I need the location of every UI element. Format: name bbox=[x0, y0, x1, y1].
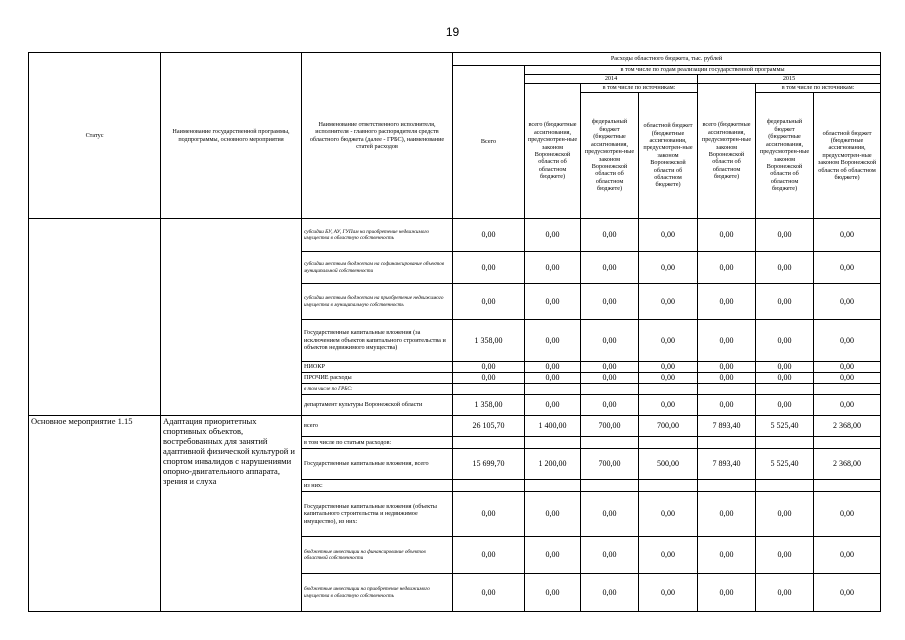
value-cell: 0,00 bbox=[698, 574, 756, 612]
value-cell: 0,00 bbox=[525, 219, 581, 252]
value-cell: 0,00 bbox=[698, 395, 756, 416]
value-cell bbox=[525, 437, 581, 449]
header-2014-sources: в том числе по источникам: bbox=[581, 84, 698, 93]
value-cell: 7 893,40 bbox=[698, 416, 756, 437]
row-label: из них: bbox=[302, 480, 453, 492]
row-label: в том числе по ГРБС: bbox=[302, 384, 453, 395]
value-cell: 1 200,00 bbox=[525, 449, 581, 480]
activity-name: Адаптация приоритетных спортивных объектов, востребованных для занятий адаптивной физической культурой и спортом инвалидов с нарушениями опорно-двигательного аппарата, зрения и слуха bbox=[161, 416, 302, 612]
value-cell bbox=[639, 480, 698, 492]
value-cell: 26 105,70 bbox=[453, 416, 525, 437]
value-cell bbox=[581, 384, 639, 395]
value-cell bbox=[814, 480, 881, 492]
value-cell: 0,00 bbox=[453, 492, 525, 537]
value-cell: 0,00 bbox=[525, 492, 581, 537]
value-cell: 0,00 bbox=[453, 219, 525, 252]
value-cell: 0,00 bbox=[698, 284, 756, 320]
row-label: департамент культуры Воронежской области bbox=[302, 395, 453, 416]
header-2014-federal: федеральный бюджет (бюджетные ассигнования, предусмотрен-ные законом Воронежской области об областном бюджете) bbox=[581, 93, 639, 219]
row-label: всего bbox=[302, 416, 453, 437]
value-cell: 0,00 bbox=[581, 284, 639, 320]
value-cell: 0,00 bbox=[756, 395, 814, 416]
value-cell: 0,00 bbox=[756, 219, 814, 252]
activity-status: Основное мероприятие 1.15 bbox=[29, 416, 161, 612]
header-status: Статус bbox=[29, 53, 161, 219]
value-cell: 0,00 bbox=[814, 373, 881, 384]
value-cell: 0,00 bbox=[581, 219, 639, 252]
value-cell: 0,00 bbox=[581, 320, 639, 362]
value-cell: 0,00 bbox=[639, 492, 698, 537]
value-cell bbox=[698, 384, 756, 395]
value-cell: 0,00 bbox=[814, 492, 881, 537]
value-cell bbox=[756, 437, 814, 449]
row-label: субсидии БУ, АУ, ГУПам на приобретение недвижимого имущества в областную собственность bbox=[302, 219, 453, 252]
value-cell: 0,00 bbox=[756, 373, 814, 384]
table-row bbox=[29, 416, 881, 437]
value-cell: 0,00 bbox=[453, 537, 525, 574]
value-cell: 0,00 bbox=[453, 362, 525, 373]
row-label: бюджетные инвестиции на приобретение недвижимого имущества в областную собственность bbox=[302, 574, 453, 612]
value-cell: 0,00 bbox=[756, 574, 814, 612]
value-cell: 0,00 bbox=[639, 373, 698, 384]
value-cell: 0,00 bbox=[525, 373, 581, 384]
budget-table bbox=[28, 52, 881, 612]
row-label: Государственные капитальные вложения (объекты капитального строительства и недвижимое имущество), из них: bbox=[302, 492, 453, 537]
value-cell: 700,00 bbox=[581, 416, 639, 437]
value-cell: 0,00 bbox=[525, 395, 581, 416]
value-cell: 0,00 bbox=[453, 574, 525, 612]
header-2015-regional: областной бюджет (бюджетные ассигнования, предусмотрен-ные законом Воронежской области об областном бюджете) bbox=[814, 93, 881, 219]
value-cell: 0,00 bbox=[525, 574, 581, 612]
value-cell: 0,00 bbox=[639, 219, 698, 252]
value-cell bbox=[453, 384, 525, 395]
row-label: Государственные капитальные вложения, всего bbox=[302, 449, 453, 480]
value-cell: 1 358,00 bbox=[453, 395, 525, 416]
value-cell: 0,00 bbox=[581, 252, 639, 284]
value-cell bbox=[698, 480, 756, 492]
value-cell: 0,00 bbox=[698, 362, 756, 373]
value-cell: 0,00 bbox=[581, 537, 639, 574]
value-cell: 5 525,40 bbox=[756, 416, 814, 437]
value-cell: 0,00 bbox=[814, 219, 881, 252]
value-cell: 0,00 bbox=[581, 373, 639, 384]
value-cell: 0,00 bbox=[581, 362, 639, 373]
row-label: бюджетные инвестиции на финансирование объектов областной собственности bbox=[302, 537, 453, 574]
value-cell: 7 893,40 bbox=[698, 449, 756, 480]
value-cell: 0,00 bbox=[814, 537, 881, 574]
value-cell bbox=[756, 384, 814, 395]
header-2014-all: всего (бюджетные ассигнования, предусмотрен-ные законом Воронежской области об областном бюджете) bbox=[525, 84, 581, 219]
value-cell: 0,00 bbox=[698, 537, 756, 574]
value-cell: 0,00 bbox=[698, 492, 756, 537]
value-cell: 0,00 bbox=[581, 395, 639, 416]
value-cell: 0,00 bbox=[698, 252, 756, 284]
value-cell: 0,00 bbox=[525, 537, 581, 574]
row-label: ПРОЧИЕ расходы bbox=[302, 373, 453, 384]
header-expenses-title: Расходы областного бюджета, тыс. рублей bbox=[453, 53, 881, 66]
header-program-name: Наименование государственной программы, подпрограммы, основного мероприятия bbox=[161, 53, 302, 219]
value-cell bbox=[639, 384, 698, 395]
value-cell: 0,00 bbox=[698, 320, 756, 362]
value-cell bbox=[581, 480, 639, 492]
value-cell: 0,00 bbox=[814, 252, 881, 284]
header-total: Всего bbox=[453, 66, 525, 219]
value-cell: 0,00 bbox=[756, 492, 814, 537]
value-cell: 0,00 bbox=[525, 252, 581, 284]
value-cell: 0,00 bbox=[756, 537, 814, 574]
value-cell bbox=[581, 437, 639, 449]
value-cell: 0,00 bbox=[639, 395, 698, 416]
row-label: Государственные капитальные вложения (за исключением объектов капитального строительства и объектов недвижимого имущества) bbox=[302, 320, 453, 362]
row-label: субсидии местным бюджетам на софинансирование объектов муниципальной собственности bbox=[302, 252, 453, 284]
header-executor: Наименование ответственного исполнителя, исполнителя - главного распорядителя средств областного бюджета (далее - ГРБС), наименование статей расходов bbox=[302, 53, 453, 219]
value-cell: 5 525,40 bbox=[756, 449, 814, 480]
value-cell: 0,00 bbox=[756, 362, 814, 373]
value-cell bbox=[639, 437, 698, 449]
value-cell: 0,00 bbox=[581, 574, 639, 612]
header-2014-regional: областной бюджет (бюджетные ассигнования, предусмотрен-ные законом Воронежской области об областном бюджете) bbox=[639, 93, 698, 219]
value-cell bbox=[814, 384, 881, 395]
value-cell: 2 368,00 bbox=[814, 416, 881, 437]
value-cell bbox=[756, 480, 814, 492]
status-cell-empty bbox=[29, 219, 161, 416]
page-number: 19 bbox=[445, 25, 460, 39]
header-2015-all: всего (бюджетные ассигнования, предусмотрен-ные законом Воронежской области об областном бюджете) bbox=[698, 84, 756, 219]
value-cell: 0,00 bbox=[698, 219, 756, 252]
value-cell: 0,00 bbox=[639, 252, 698, 284]
value-cell: 0,00 bbox=[814, 574, 881, 612]
value-cell: 0,00 bbox=[814, 362, 881, 373]
value-cell: 0,00 bbox=[639, 574, 698, 612]
header-2015-federal: федеральный бюджет (бюджетные ассигнования, предусмотрен-ные законом Воронежской области об областном бюджете) bbox=[756, 93, 814, 219]
value-cell: 700,00 bbox=[639, 416, 698, 437]
value-cell: 0,00 bbox=[639, 320, 698, 362]
header-by-years: в том числе по годам реализации государственной программы bbox=[525, 66, 881, 75]
value-cell: 0,00 bbox=[814, 320, 881, 362]
value-cell: 0,00 bbox=[639, 362, 698, 373]
value-cell: 1 400,00 bbox=[525, 416, 581, 437]
value-cell: 0,00 bbox=[639, 284, 698, 320]
value-cell: 0,00 bbox=[525, 320, 581, 362]
value-cell: 2 368,00 bbox=[814, 449, 881, 480]
value-cell: 0,00 bbox=[581, 492, 639, 537]
row-label: субсидии местным бюджетам на приобретение недвижимого имущества в муниципальную собственность bbox=[302, 284, 453, 320]
header-2015-sources: в том числе по источникам: bbox=[756, 84, 881, 93]
value-cell: 0,00 bbox=[639, 537, 698, 574]
program-cell-empty bbox=[161, 219, 302, 416]
value-cell: 0,00 bbox=[814, 284, 881, 320]
value-cell: 0,00 bbox=[756, 320, 814, 362]
header-year-2014: 2014 bbox=[525, 75, 698, 84]
value-cell bbox=[453, 480, 525, 492]
table-row bbox=[29, 219, 881, 252]
value-cell: 1 358,00 bbox=[453, 320, 525, 362]
value-cell: 0,00 bbox=[453, 373, 525, 384]
value-cell: 0,00 bbox=[756, 284, 814, 320]
value-cell: 0,00 bbox=[698, 373, 756, 384]
value-cell: 500,00 bbox=[639, 449, 698, 480]
value-cell bbox=[525, 480, 581, 492]
value-cell: 0,00 bbox=[453, 252, 525, 284]
row-label: НИОКР bbox=[302, 362, 453, 373]
value-cell: 0,00 bbox=[453, 284, 525, 320]
header-year-2015: 2015 bbox=[698, 75, 881, 84]
value-cell: 0,00 bbox=[525, 284, 581, 320]
value-cell: 15 699,70 bbox=[453, 449, 525, 480]
value-cell bbox=[525, 384, 581, 395]
value-cell bbox=[453, 437, 525, 449]
row-label: в том числе по статьям расходов: bbox=[302, 437, 453, 449]
value-cell: 0,00 bbox=[756, 252, 814, 284]
value-cell bbox=[698, 437, 756, 449]
value-cell: 700,00 bbox=[581, 449, 639, 480]
value-cell: 0,00 bbox=[814, 395, 881, 416]
value-cell bbox=[814, 437, 881, 449]
value-cell: 0,00 bbox=[525, 362, 581, 373]
